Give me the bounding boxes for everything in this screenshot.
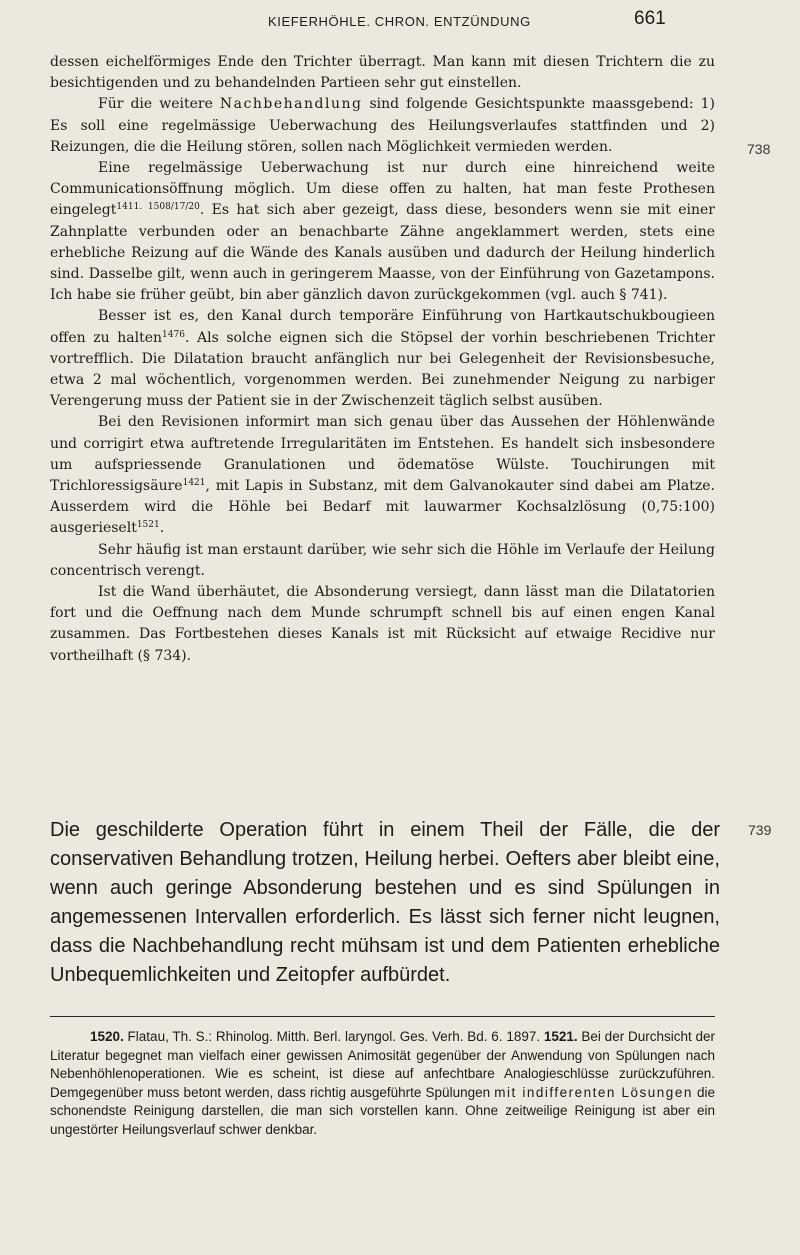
paragraph: Ist die Wand überhäutet, die Absonderung versiegt, dann lässt man die Dilatatorien fort und die Oeffnung nach dem Munde schrumpft schnell bis auf einen engen Kanal zusammen. Das Fortbestehen dieses Kanals ist mit Rücksicht auf etwaige Recidive nur vortheilhaft (§ 734). [50,584,715,664]
paragraph: Eine regelmässige Ueberwachung ist nur durch eine hinreichend weite Communicationsöffnung möglich. Um diese offen zu halten, hat man feste Prothesen eingelegt$^{1411. 1508/17/20}$. Es hat sich aber gezeigt, dass diese, besonders wenn sie mit einer Zahnplatte verbunden oder an benachbarte Zähne angeklammert werden, stets eine erhebliche Reizung auf die Wände des Kanals ausüben und dadurch der Heilung hinderlich sind. Dasselbe gilt, wenn auch in geringerem Maasse, von der Einführung von Gazetampons. Ich habe sie früher geübt, bin aber gänzlich davon zurückgekommen (vgl. auch § 741). [50,160,716,304]
footnote: 1520. Flatau, Th. S.: Rhinolog. Mitth. Berl. laryngol. Ges. Verh. Bd. 6. 1897. 1521. Bei der Durchsicht der Literatur begegnet man vielfach einer gewissen Animosität gegenüber der Anwendung von Spülungen nach Nebenhöhlenoperationen. Wie es scheint, ist diese auf anfechtbare Analogieschlüsse zurückzuführen. Demgegenüber muss betont werden, dass richtig ausgeführte Spülungen mit indifferenten Lösungen die schonendste Reinigung darstellen, die man sich vorstellen kann. Ohne zeitweilige Reinigung ist aber ein ungestörter Heilungsverlauf schwer denkbar. [50,1029,715,1137]
margin-paragraph-number: 738 [747,141,771,157]
emphasis-spaced: Nachbehandlung [219,96,363,113]
large-print-paragraph: Die geschilderte Operation führt in einem Theil der Fälle, die der conservativen Behandlung trotzen, Heilung herbei. Oefters aber bleibt eine, wenn auch geringe Absonderung bestehen und es sind Spülungen in angemessenen Intervallen erforderlich. Es lässt sich ferner nicht leugnen, dass die Nachbehandlung recht mühsam ist und dem Patienten erhebliche Unbequemlichkeiten und Zeitopfer aufbürdet. [50,819,720,986]
paragraph: Besser ist es, den Kanal durch temporäre Einführung von Hartkautschukbougieen offen zu halten$^{1476}$. Als solche eignen sich die Stöpsel der vorhin beschriebenen Trichter vortrefflich. Die Dilatation braucht anfänglich nur bei Gelegenheit der Revisionsbesuche, etwa 2 mal wöchentlich, vorgenommen werden. Bei zunehmender Neigung zu narbiger Verengerung muss der Patient sie in der Zwischenzeit täglich selbst ausüben. [50,308,715,410]
body-text [50,52,715,667]
footnote-number: 1521. [543,1029,578,1044]
paragraph: Bei den Revisionen informirt man sich genau über das Aussehen der Höhlenwände und corrigirt etwa auftretende Irregularitäten im Entstehen. Es handelt sich insbesondere um aufspriessende Granulationen und ödematöse Wülste. Touchirungen mit Trichloressigsäure$^{1421}$, mit Lapis in Substanz, mit dem Galvanokauter sind dabei am Platze. Ausserdem wird die Höhle bei Bedarf mit lauwarmer Kochsalzlösung (0,75:100) ausgerieselt$^{1521}$. [50,414,715,537]
running-title: KIEFERHÖHLE. CHRON. ENTZÜNDUNG [268,14,531,29]
page-number: 661 [634,8,666,29]
paragraph: dessen eichelförmiges Ende den Trichter überragt. Man kann mit diesen Trichtern die zu besichtigenden und zu behandelnden Partieen sehr gut einstellen. [50,54,715,92]
emphasis-spaced: mit indifferenten Lösungen [494,1084,693,1100]
footnote-ref: 1476 [162,329,185,340]
footnotes [50,1028,715,1140]
footnote-ref: 1411. 1508/17/20 [116,202,200,213]
footnote-divider [50,1016,715,1017]
footnote-ref: 1421 [182,478,206,489]
footnote-ref: 1521 [136,520,160,531]
page-header [0,6,800,38]
paragraph: Sehr häufig ist man erstaunt darüber, wie sehr sich die Höhle im Verlaufe der Heilung concentrisch verengt. [50,541,715,579]
margin-paragraph-number: 739 [748,822,772,838]
paragraph: Für die weitere Nachbehandlung sind folgende Gesichtspunkte maassgebend: 1) Es soll eine regelmässige Ueberwachung des Heilungsverlaufes stattfinden und 2) Reizungen, die die Heilung stören, sollen nach Möglichkeit vermieden werden. [50,96,715,155]
footnote-number: 1520. [90,1029,124,1044]
